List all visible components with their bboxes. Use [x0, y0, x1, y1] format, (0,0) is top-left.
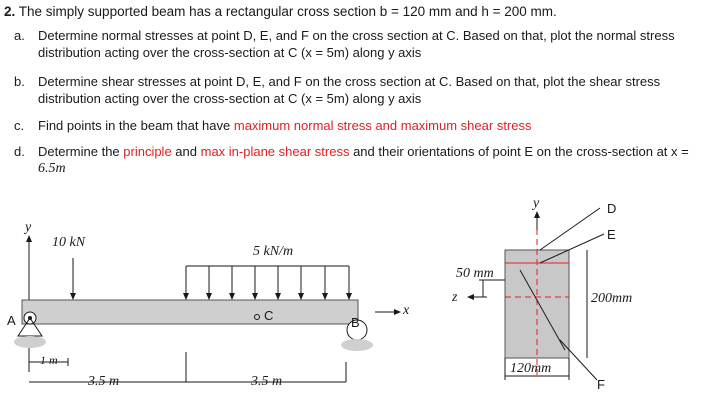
- dim-height-label: 200mm: [591, 291, 633, 306]
- dim3-label: 3.5 m: [251, 374, 283, 389]
- leader-f: [560, 340, 597, 380]
- point-d-label: D: [607, 201, 617, 216]
- point-a-label: A: [7, 313, 16, 328]
- dist-load-label: 5 kN/m: [253, 244, 294, 259]
- item-b-line1: Determine shear stresses at point D, E, and F on the cross section at C. Based on that, plot the shear stress: [38, 74, 661, 89]
- dim1-label: 1 m: [40, 353, 58, 367]
- beam-body: [22, 300, 358, 324]
- item-a-marker: a.: [14, 28, 25, 43]
- item-b-line2: distribution acting over the cross-section at C (x = 5m) along y axis: [38, 91, 422, 106]
- point-e-label: E: [607, 227, 616, 242]
- problem-number: 2.: [4, 4, 16, 19]
- dist-load-arrows: [186, 266, 349, 297]
- dim-width-label: 120mm: [510, 361, 552, 376]
- leader-d: [540, 208, 600, 250]
- dim-offset-label: 50 mm: [456, 266, 494, 281]
- item-a-line2: distribution acting over the cross-section at C (x = 5m) along y axis: [38, 45, 422, 60]
- dim2-label: 3.5 m: [88, 374, 120, 389]
- section-y-label: y: [533, 196, 540, 211]
- item-d-pre: Determine the: [38, 144, 124, 159]
- leader-e: [540, 234, 604, 263]
- item-b-marker: b.: [14, 74, 25, 89]
- item-c-highlight: maximum normal stress and maximum shear stress: [233, 118, 532, 133]
- item-c-marker: c.: [14, 118, 25, 133]
- beam-y-label: y: [25, 220, 32, 235]
- item-d-marker: d.: [14, 144, 25, 159]
- item-d-line2: 6.5m: [38, 161, 66, 176]
- beam-x-label: x: [403, 303, 410, 318]
- item-d-hl2: max in-plane shear stress: [200, 144, 350, 159]
- item-c-pre: Find points in the beam that have: [38, 118, 234, 133]
- point-b-label: B: [351, 315, 360, 330]
- item-a-line1: Determine normal stresses at point D, E, and F on the cross section at C. Based on that, plot the normal stress: [38, 28, 675, 43]
- item-d-hl1: principle: [123, 144, 172, 159]
- section-z-label: z: [452, 290, 458, 305]
- item-d-post: and their orientations of point E on the cross-section at x =: [349, 144, 689, 159]
- point-c-label: C: [264, 308, 274, 323]
- item-d-mid: and: [171, 144, 201, 159]
- point-f-label: F: [597, 377, 605, 392]
- point-load-label: 10 kN: [52, 235, 86, 250]
- problem-statement: The simply supported beam has a rectangular cross section b = 120 mm and h = 200 mm.: [18, 4, 557, 19]
